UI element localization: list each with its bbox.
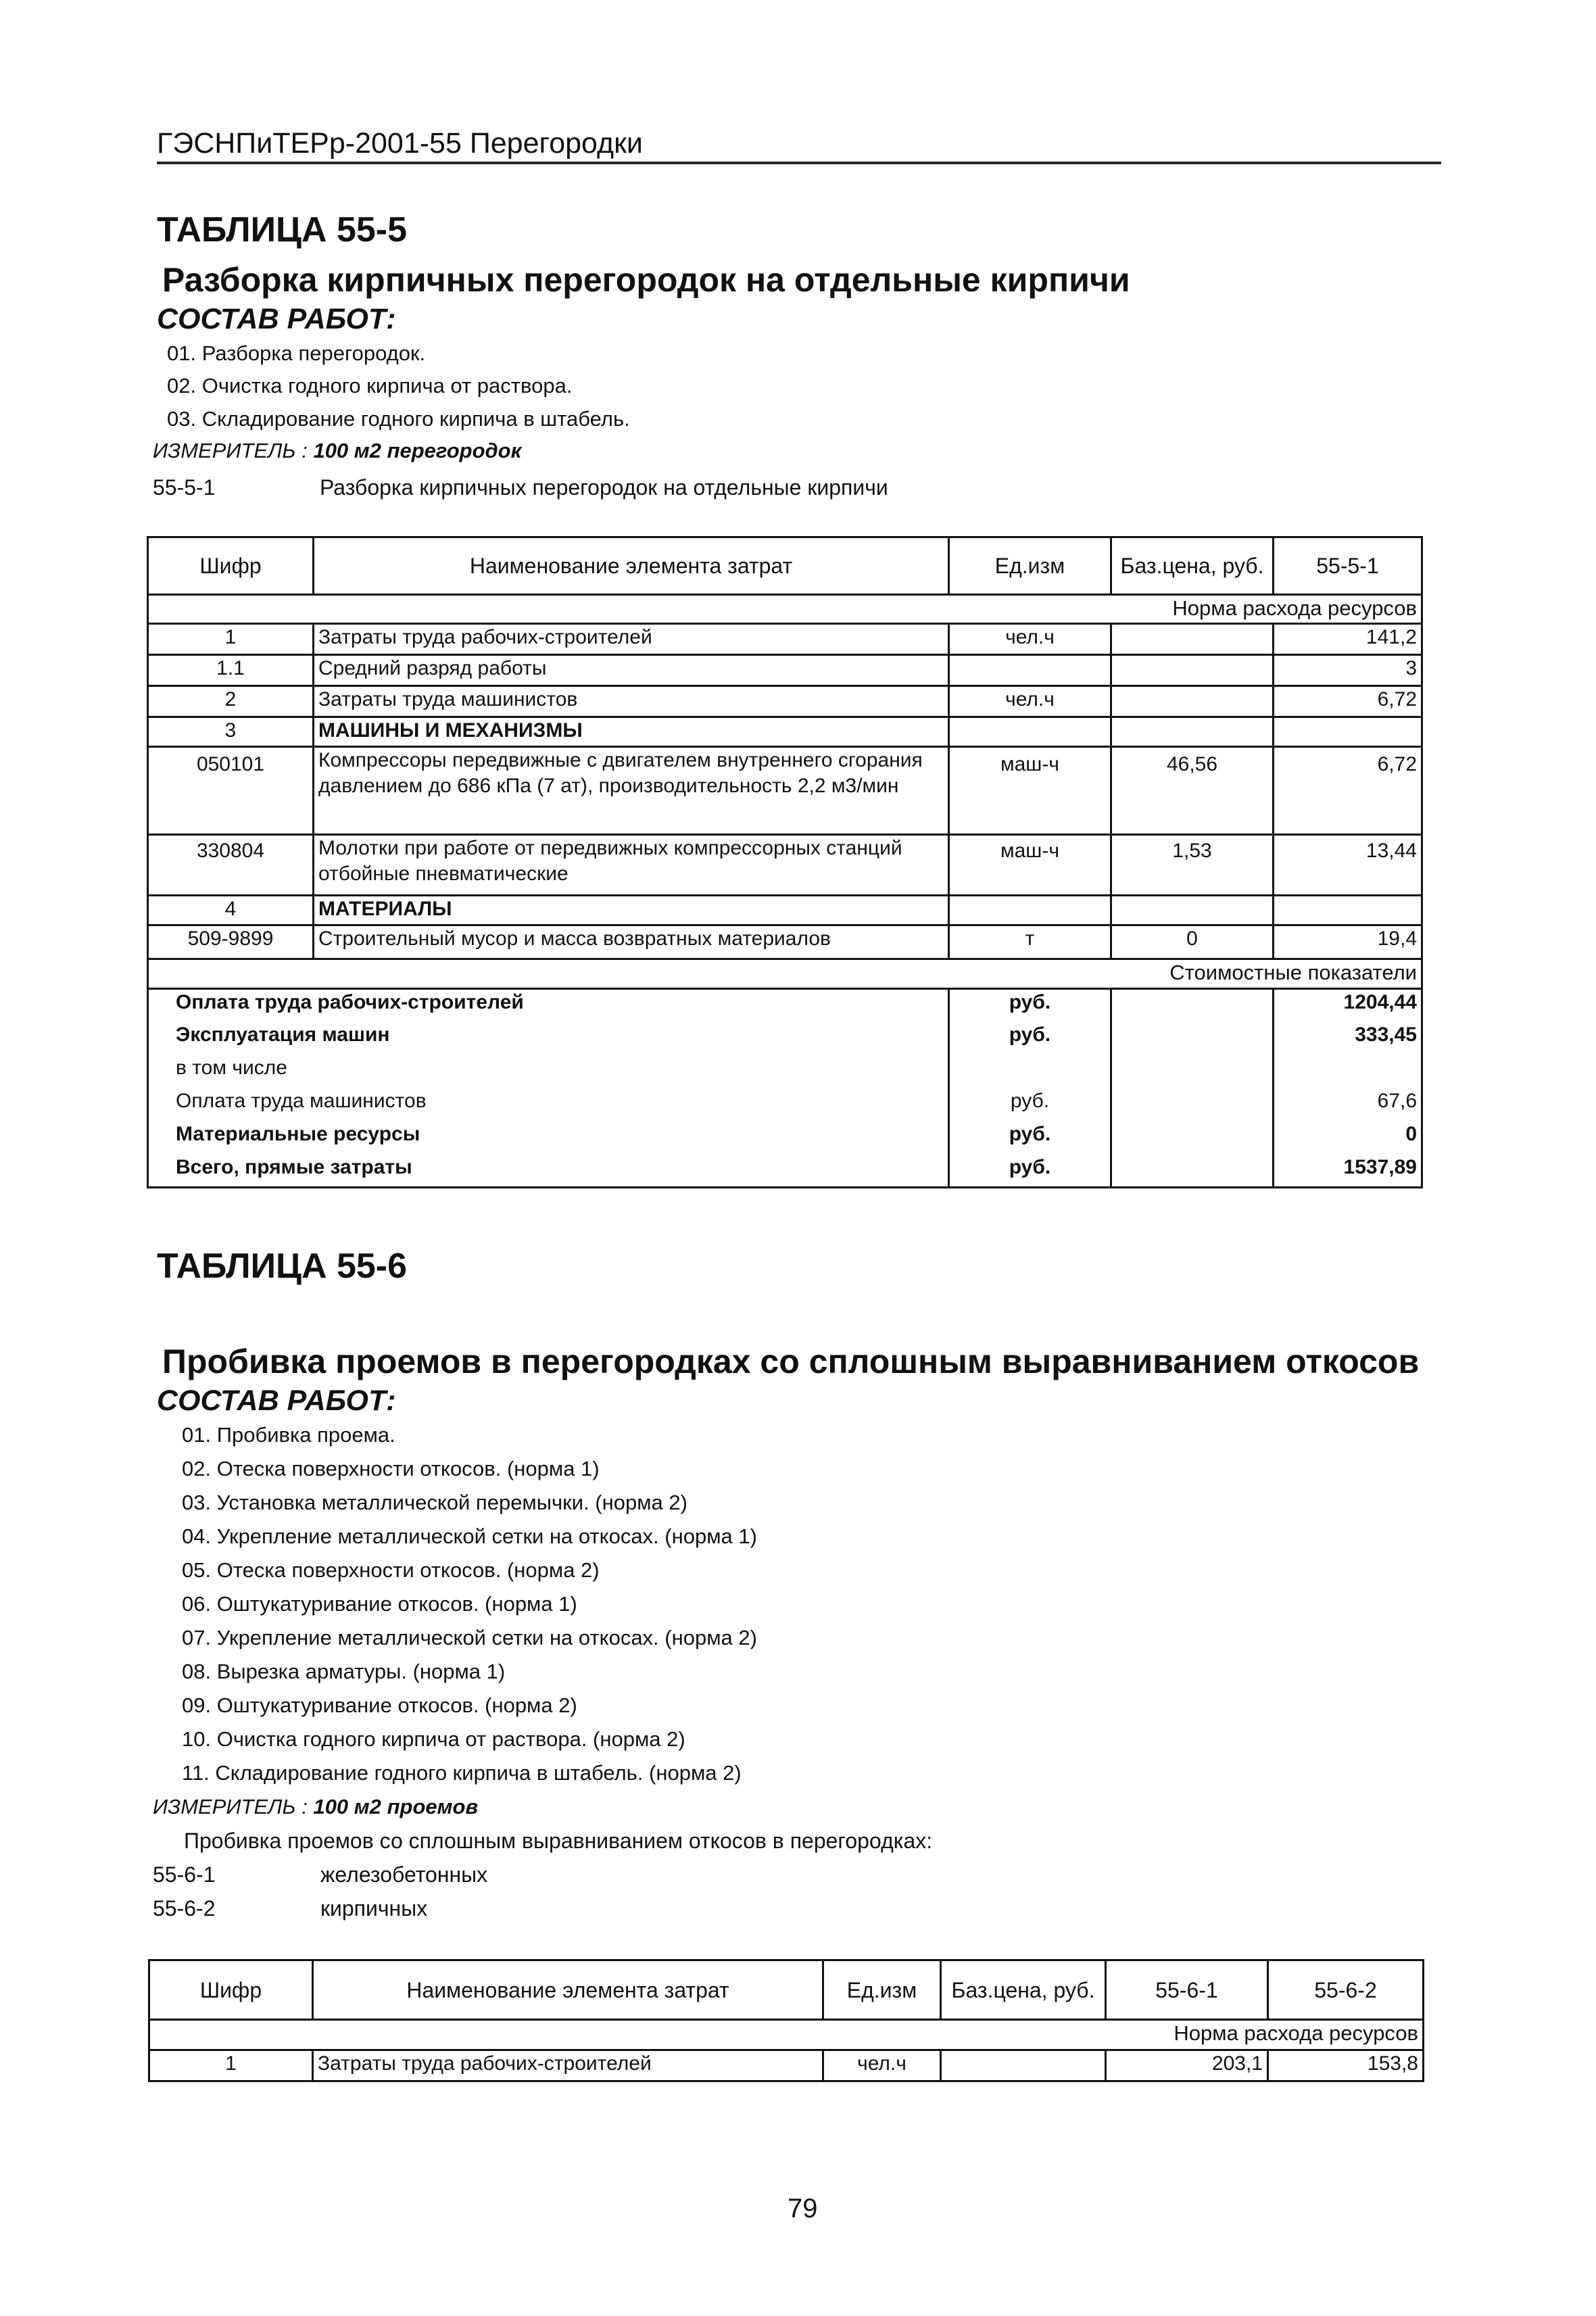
cell-unit: маш-ч [949, 835, 1111, 896]
table-55-6-step: 11. Складирование годного кирпича в штабель. (норма 2) [182, 1761, 742, 1785]
item-code: 55-6-1 [153, 1862, 216, 1887]
table-row [148, 624, 1422, 655]
cell-unit: чел.ч [949, 624, 1111, 655]
table-55-6-step: 10. Очистка годного кирпича от раствора. (норма 2) [182, 1727, 685, 1751]
table-55-6 [148, 1959, 1424, 2082]
table-55-6-step: 03. Установка металлической перемычки. (норма 2) [182, 1491, 687, 1514]
table-55-6-item [153, 1896, 427, 1921]
col-header: Наименование элемента затрат [314, 537, 949, 595]
page-number: 79 [788, 2194, 818, 2223]
cell-name: Молотки при работе от передвижных компрессорных станций отбойные пневматические [314, 835, 949, 896]
meter-label: ИЗМЕРИТЕЛЬ : [153, 1795, 308, 1818]
cell-price [1111, 717, 1274, 747]
cost-name: Всего, прямые затраты [148, 1155, 949, 1188]
col-header: Баз.цена, руб. [941, 1960, 1106, 2020]
cell-value: 153,8 [1268, 2050, 1424, 2081]
cell-unit: маш-ч [949, 747, 1111, 835]
cell-price: 1,53 [1111, 835, 1274, 896]
cost-unit: руб. [949, 1121, 1111, 1155]
cost-row [148, 1088, 1422, 1121]
table-55-5-work-label: СОСТАВ РАБОТ: [157, 303, 396, 335]
table-row [148, 925, 1422, 959]
item-code: 55-5-1 [153, 475, 216, 500]
cell-name: Средний разряд работы [314, 655, 949, 686]
table-55-6-work-label: СОСТАВ РАБОТ: [157, 1384, 396, 1417]
cost-name: Материальные ресурсы [148, 1121, 949, 1155]
cost-name: Оплата труда рабочих-строителей [148, 989, 949, 1022]
table-55-6-title: Пробивка проемов в перегородках со сплошным выравниванием откосов [162, 1343, 1420, 1380]
cell-value: 203,1 [1106, 2050, 1268, 2081]
cell-unit: т [949, 925, 1111, 959]
col-header: Баз.цена, руб. [1111, 537, 1274, 595]
table-55-6-step: 01. Пробивка проема. [182, 1423, 395, 1447]
table-55-5-meter [153, 439, 521, 463]
cell-price [1111, 655, 1274, 686]
cell-name: Компрессоры передвижные с двигателем внутреннего сгорания давлением до 686 кПа (7 ат), производительность 2,2 м3/мин [314, 747, 949, 835]
col-header: 55-6-2 [1268, 1960, 1424, 2020]
cell-unit: чел.ч [949, 686, 1111, 717]
table-row [148, 655, 1422, 686]
cell-price: 46,56 [1111, 747, 1274, 835]
table-row [148, 835, 1422, 896]
cell-price [1111, 624, 1274, 655]
table-55-5 [147, 536, 1423, 1188]
cell-unit [949, 717, 1111, 747]
cell-code: 1 [148, 624, 314, 655]
cell-value [1274, 717, 1422, 747]
col-header: Шифр [148, 537, 314, 595]
cost-label: Стоимостные показатели [148, 959, 1422, 989]
cell-name: Строительный мусор и масса возвратных материалов [314, 925, 949, 959]
meter-value: 100 м2 проемов [313, 1795, 479, 1818]
table-row [148, 747, 1422, 835]
cost-unit: руб. [949, 1022, 1111, 1055]
cell-code: 2 [148, 686, 314, 717]
cell-name: Затраты труда рабочих-строителей [314, 624, 949, 655]
cost-unit [949, 1055, 1111, 1088]
cell-code: 050101 [148, 747, 314, 835]
cell-value: 141,2 [1274, 624, 1422, 655]
cost-row [148, 1155, 1422, 1188]
table-row [148, 896, 1422, 925]
cost-value: 67,6 [1274, 1088, 1422, 1121]
cell-unit: чел.ч [823, 2050, 941, 2081]
cell-code: 509-9899 [148, 925, 314, 959]
item-name: Разборка кирпичных перегородок на отдельные кирпичи [320, 475, 888, 500]
norm-label: Норма расхода ресурсов [148, 595, 1422, 624]
cost-value: 0 [1274, 1121, 1422, 1155]
cell-price [941, 2050, 1106, 2081]
cell-code: 330804 [148, 835, 314, 896]
table-55-5-step: 02. Очистка годного кирпича от раствора. [167, 374, 573, 397]
table-header-row [149, 1960, 1424, 2020]
meter-label: ИЗМЕРИТЕЛЬ : [153, 439, 308, 462]
cell-value: 3 [1274, 655, 1422, 686]
cell-name: МАШИНЫ И МЕХАНИЗМЫ [314, 717, 949, 747]
document-header: ГЭСНПиТЕРр-2001-55 Перегородки [157, 127, 1441, 164]
cost-value: 333,45 [1274, 1022, 1422, 1055]
cell-unit [949, 655, 1111, 686]
cost-name: Оплата труда машинистов [148, 1088, 949, 1121]
col-header: Ед.изм [823, 1960, 941, 2020]
cell-price [1111, 686, 1274, 717]
table-55-6-step: 04. Укрепление металлической сетки на откосах. (норма 1) [182, 1524, 757, 1548]
cost-unit: руб. [949, 1155, 1111, 1188]
cost-unit: руб. [949, 989, 1111, 1022]
cost-row [148, 989, 1422, 1022]
table-55-5-title: Разборка кирпичных перегородок на отдельные кирпичи [162, 261, 1130, 299]
cost-value: 1204,44 [1274, 989, 1422, 1022]
table-55-6-heading: ТАБЛИЦА 55-6 [157, 1247, 408, 1286]
cell-name: Затраты труда рабочих-строителей [313, 2050, 823, 2081]
col-header: 55-5-1 [1274, 537, 1422, 595]
table-55-6-step: 06. Оштукатуривание откосов. (норма 1) [182, 1592, 577, 1616]
table-55-5-item [153, 475, 888, 500]
cell-value: 19,4 [1274, 925, 1422, 959]
cell-code: 4 [148, 896, 314, 925]
cell-code: 1 [149, 2050, 313, 2081]
table-row [148, 686, 1422, 717]
cost-unit: руб. [949, 1088, 1111, 1121]
cell-name: МАТЕРИАЛЫ [314, 896, 949, 925]
table-55-6-step: 02. Отеска поверхности откосов. (норма 1) [182, 1457, 600, 1480]
table-row [148, 717, 1422, 747]
col-header: Ед.изм [949, 537, 1111, 595]
cost-name: Эксплуатация машин [148, 1022, 949, 1055]
cell-value: 6,72 [1274, 686, 1422, 717]
item-code: 55-6-2 [153, 1896, 216, 1921]
cell-unit [949, 896, 1111, 925]
cell-code: 3 [148, 717, 314, 747]
table-55-6-step: 09. Оштукатуривание откосов. (норма 2) [182, 1693, 577, 1717]
cell-value: 6,72 [1274, 747, 1422, 835]
cost-value [1274, 1055, 1422, 1088]
meter-value: 100 м2 перегородок [313, 439, 522, 462]
table-55-6-meter [153, 1795, 478, 1819]
cost-row [148, 1022, 1422, 1055]
table-55-5-step: 03. Складирование годного кирпича в штабель. [167, 407, 630, 431]
table-55-5-step: 01. Разборка перегородок. [167, 341, 426, 365]
cell-price [1111, 896, 1274, 925]
col-header: 55-6-1 [1106, 1960, 1268, 2020]
norm-label: Норма расхода ресурсов [149, 2020, 1424, 2050]
table-55-6-description: Пробивка проемов со сплошным выравниванием откосов в перегородках: [184, 1829, 933, 1853]
cell-value: 13,44 [1274, 835, 1422, 896]
cost-row [148, 1121, 1422, 1155]
table-55-6-step: 05. Отеска поверхности откосов. (норма 2) [182, 1558, 600, 1582]
cell-price: 0 [1111, 925, 1274, 959]
cost-value: 1537,89 [1274, 1155, 1422, 1188]
table-55-6-item [153, 1862, 487, 1887]
table-header-row [148, 537, 1422, 595]
table-55-6-step: 08. Вырезка арматуры. (норма 1) [182, 1660, 506, 1683]
table-55-6-step: 07. Укрепление металлической сетки на откосах. (норма 2) [182, 1626, 757, 1649]
cell-value [1274, 896, 1422, 925]
table-row [149, 2050, 1424, 2081]
col-header: Наименование элемента затрат [313, 1960, 823, 2020]
cell-name: Затраты труда машинистов [314, 686, 949, 717]
item-name: железобетонных [320, 1862, 488, 1887]
item-name: кирпичных [320, 1896, 428, 1921]
cell-code: 1.1 [148, 655, 314, 686]
table-55-5-heading: ТАБЛИЦА 55-5 [157, 210, 408, 249]
cost-name: в том числе [148, 1055, 949, 1088]
cost-row [148, 1055, 1422, 1088]
col-header: Шифр [149, 1960, 313, 2020]
